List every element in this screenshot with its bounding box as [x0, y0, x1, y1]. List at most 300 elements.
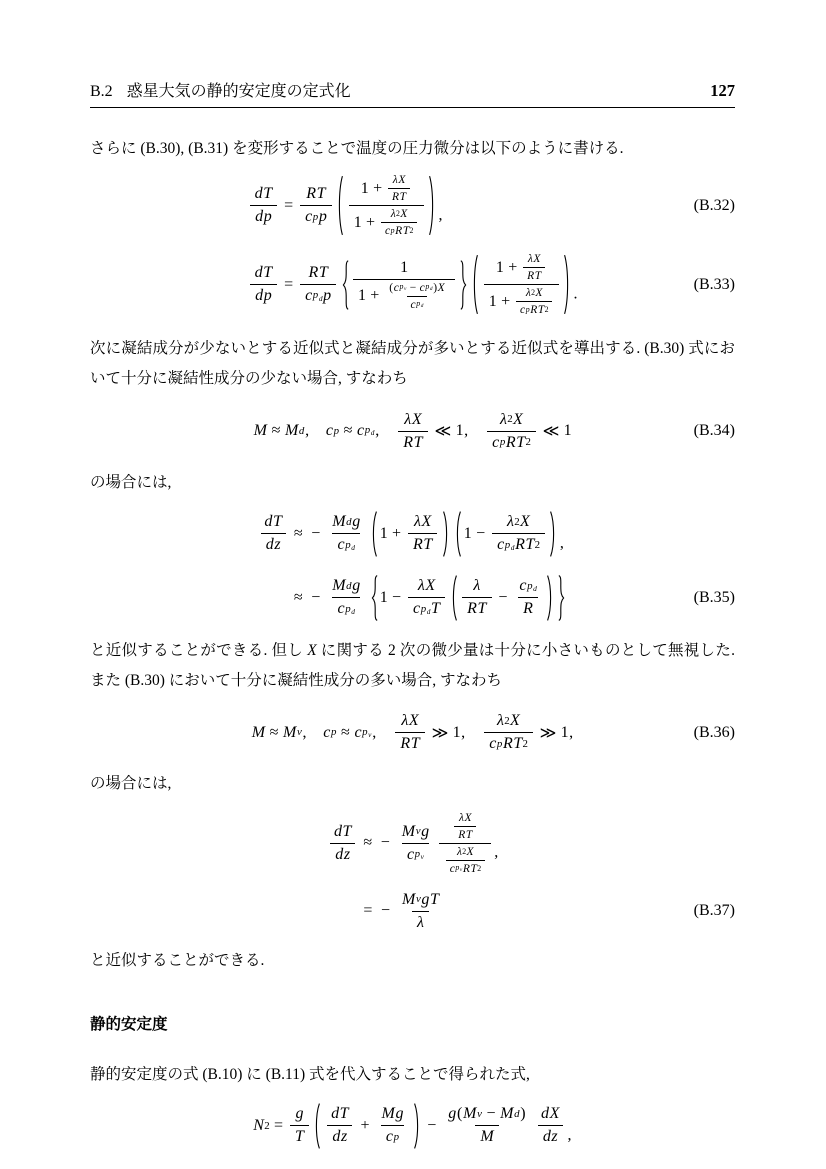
math-run: d X — [541, 1105, 560, 1123]
fraction-denominator — [261, 533, 286, 554]
math-run: λ 2 X — [507, 513, 530, 531]
fraction-numerator — [387, 208, 411, 222]
paren-delimiter — [563, 253, 571, 316]
math-run: M d g — [332, 577, 361, 595]
equation-lhs — [257, 513, 290, 554]
equation-lhs — [326, 823, 359, 864]
fraction-numerator — [389, 174, 409, 188]
brace-delimiter — [370, 574, 378, 622]
fraction-denominator — [327, 1125, 352, 1146]
fraction-numerator — [492, 712, 525, 732]
math-run: M g — [381, 1105, 404, 1123]
fraction-numerator — [455, 812, 475, 826]
math-row — [280, 174, 443, 237]
paren-delimiter — [413, 1102, 421, 1150]
math-run: λ X — [404, 410, 422, 428]
math-run: M — [480, 1128, 494, 1146]
equation-tag-cell — [499, 902, 735, 920]
header-rule — [90, 107, 735, 108]
math-run: R T — [527, 270, 542, 283]
equation-grid — [90, 510, 735, 622]
equation-tag-cell — [578, 197, 735, 215]
fence-content — [344, 174, 428, 237]
math-row — [290, 574, 569, 622]
fraction-numerator — [396, 712, 424, 732]
math-run: d T — [264, 513, 282, 531]
equation-tag: (B.35) — [693, 588, 735, 606]
fence-content — [458, 574, 547, 622]
paren-group — [336, 174, 436, 237]
equation-b35 — [90, 510, 735, 622]
math-run: g ( M v − M d ) — [448, 1105, 526, 1123]
math-run: c $p_v$ R T 2 — [449, 862, 482, 875]
fraction — [516, 287, 552, 316]
equation-b37 — [90, 812, 735, 932]
fraction-numerator — [395, 259, 413, 279]
math-run: , — [567, 1126, 572, 1144]
math-run: c $p_d$ — [410, 298, 424, 311]
fraction — [327, 577, 365, 618]
math-run: R T — [392, 191, 407, 204]
equation-rhs — [359, 812, 499, 875]
equation-tag: (B.32) — [693, 196, 735, 214]
fraction — [487, 411, 536, 452]
math-run: M v g — [401, 822, 430, 840]
math-run: λ 2 X — [497, 712, 520, 730]
fraction — [484, 253, 559, 316]
fraction-denominator — [332, 533, 360, 554]
fraction-denominator — [395, 732, 424, 753]
equation-rhs — [253, 411, 571, 452]
fence-content — [378, 510, 442, 558]
fraction-numerator — [397, 823, 435, 843]
math-run: R T — [306, 185, 326, 203]
fraction-numerator — [250, 264, 278, 284]
math-run: d T — [331, 1105, 349, 1123]
math-run: λ 2 X — [456, 845, 474, 858]
math-row — [358, 282, 450, 311]
paragraph-neglect — [90, 636, 735, 696]
math-run: 1 − — [379, 588, 402, 606]
fraction — [385, 282, 448, 311]
fraction-denominator — [516, 301, 552, 316]
equation-rhs — [290, 574, 569, 622]
paren-delimiter — [546, 574, 554, 622]
fraction-denominator — [407, 296, 427, 311]
math-row — [253, 411, 571, 452]
fraction-numerator — [413, 577, 441, 597]
math-run: ≪ 1 — [542, 422, 572, 441]
equation-grid — [90, 174, 735, 316]
fraction — [353, 259, 455, 311]
paren-delimiter — [313, 1102, 321, 1150]
fraction-denominator — [290, 1125, 309, 1146]
fraction — [462, 577, 491, 618]
equation-b36 — [90, 712, 735, 753]
fraction-denominator — [330, 843, 355, 864]
fraction-denominator — [408, 597, 445, 618]
math-row — [380, 513, 440, 554]
math-run: 1 + — [488, 292, 511, 310]
math-run: ( c $p_v$ − c $p_d$ ) X — [389, 281, 445, 294]
fraction-numerator — [356, 174, 416, 205]
brace-delimiter — [558, 574, 566, 622]
fraction-numerator — [385, 282, 448, 296]
math-run: , — [559, 534, 564, 552]
fraction — [439, 812, 491, 875]
paren-group — [454, 510, 558, 558]
fraction — [376, 1105, 408, 1146]
math-run: R — [523, 600, 533, 618]
fraction-denominator — [349, 205, 424, 237]
fraction — [443, 1105, 531, 1146]
fraction — [484, 712, 533, 753]
math-run: ≈ − — [363, 834, 390, 852]
fraction-denominator — [250, 284, 277, 305]
math-run: c $p_d$ p — [305, 287, 332, 305]
math-run: d z — [332, 1128, 348, 1146]
math-run: λ 2 X — [390, 208, 408, 221]
paragraph-case2: の場合には, — [90, 775, 172, 793]
equation-grid — [90, 1102, 735, 1150]
paragraph-conclusion: と近似することができる. — [90, 951, 265, 969]
fraction — [250, 264, 278, 305]
math-run: T — [294, 1128, 304, 1146]
paren-group — [450, 574, 555, 622]
fraction-denominator — [388, 188, 410, 203]
fraction-denominator — [518, 597, 538, 618]
equation-n-squared — [90, 1102, 735, 1150]
math-run: d z — [265, 536, 281, 554]
fraction-numerator — [522, 287, 546, 301]
fraction-denominator — [408, 533, 437, 554]
fraction-numerator — [443, 1105, 531, 1125]
math-run: 1 + — [495, 258, 518, 276]
math-run: c $p_d$ — [337, 536, 355, 554]
math-run: c p — [385, 1128, 400, 1146]
math-row — [280, 253, 578, 316]
fraction-denominator — [484, 284, 559, 316]
math-run: c $p_d$ R T 2 — [497, 536, 541, 554]
math-row — [323, 1105, 411, 1146]
fraction — [290, 1105, 309, 1146]
math-run: . — [573, 284, 578, 302]
section-heading — [90, 78, 351, 101]
math-run: λ — [473, 577, 481, 595]
fraction-denominator — [439, 843, 491, 875]
fraction — [398, 411, 427, 452]
equation-tag: (B.37) — [693, 902, 735, 920]
math-run: c p R T 2 — [520, 304, 549, 317]
math-row — [380, 574, 557, 622]
math-run: R T — [403, 433, 423, 451]
math-run: c $p_d$ — [337, 600, 355, 618]
equation-tag-cell — [574, 724, 735, 742]
math-row — [460, 577, 545, 618]
fraction — [514, 577, 542, 618]
fraction-denominator — [484, 732, 533, 753]
math-run: M v g T — [402, 890, 439, 908]
math-run: c $p_d$ T — [413, 600, 440, 618]
equation-b32-b33 — [90, 174, 735, 316]
math-run: c p R T 2 — [384, 225, 414, 238]
fence-content — [349, 259, 460, 311]
page-number: 127 — [710, 81, 735, 100]
fraction-numerator — [326, 1105, 354, 1125]
paragraph-static-stability: 静的安定度の式 (B.10) に (B.11) 式を代入することで得られた式, — [90, 1065, 530, 1083]
fraction-denominator — [250, 205, 277, 226]
paren-delimiter — [549, 510, 557, 558]
math-run: − — [427, 1116, 437, 1134]
equation-rhs — [280, 174, 578, 237]
math-run: ≪ 1 , — [434, 422, 469, 441]
fraction-denominator — [332, 597, 360, 618]
fence-content — [479, 253, 563, 316]
math-row — [354, 208, 419, 237]
math-run: c p ≈ c $p_d$ , — [325, 422, 380, 440]
math-run: , — [438, 205, 443, 223]
equation-rhs — [280, 253, 578, 316]
math-run: d p — [255, 287, 272, 305]
math-row — [247, 264, 280, 305]
math-run: λ X — [392, 174, 406, 187]
fraction-numerator — [399, 411, 427, 431]
math-run: M ≈ M d , — [253, 422, 310, 440]
fraction-numerator — [453, 846, 477, 860]
math-run: d z — [335, 845, 351, 863]
math-row — [247, 185, 280, 226]
section-number: B.2 — [90, 83, 113, 100]
equation-rhs — [251, 712, 573, 753]
math-run: R T — [308, 264, 328, 282]
equation-grid — [90, 812, 735, 932]
fraction-numerator — [250, 185, 278, 205]
fraction-numerator — [327, 577, 365, 597]
page-header — [90, 78, 735, 101]
paren-group — [370, 510, 450, 558]
fraction — [408, 577, 445, 618]
math-row — [481, 253, 561, 316]
equation-lhs — [247, 264, 280, 305]
fraction-denominator — [475, 1125, 499, 1146]
math-run: 1 + — [360, 179, 383, 197]
equation-rhs — [359, 891, 499, 932]
fence-content — [321, 1102, 413, 1150]
math-run: 1 − — [463, 524, 486, 542]
paren-delimiter — [471, 253, 479, 316]
math-run: = — [284, 196, 294, 214]
math-run: ≫ 1 , — [431, 723, 466, 742]
math-row — [359, 812, 499, 875]
fraction-denominator — [462, 597, 491, 618]
paragraph-intro: さらに (B.30), (B.31) を変形することで温度の圧力微分は以下のように書ける. — [90, 140, 624, 157]
math-run: 1 + — [379, 524, 402, 542]
fraction — [250, 185, 278, 226]
math-run: c $p_d$ — [519, 577, 537, 595]
fraction — [349, 174, 424, 237]
math-run: λ X — [527, 253, 541, 266]
fraction-numerator — [495, 411, 528, 431]
fraction — [397, 823, 435, 864]
equation-tag-cell — [578, 276, 735, 294]
math-run: = — [284, 275, 294, 293]
fraction — [327, 513, 365, 554]
fence-content — [462, 510, 550, 558]
fraction-numerator — [502, 513, 535, 533]
math-run: , — [494, 843, 499, 861]
fraction — [492, 513, 545, 554]
math-row — [251, 712, 573, 753]
paren-group — [471, 253, 571, 316]
math-run: λ 2 X — [500, 410, 523, 428]
fraction-numerator — [303, 264, 332, 284]
math-row — [326, 823, 359, 864]
fraction-numerator — [329, 823, 357, 843]
paren-delimiter — [428, 174, 436, 237]
fraction-denominator — [412, 911, 429, 932]
math-row — [257, 513, 290, 554]
equation-b34 — [90, 411, 735, 452]
math-run: d p — [255, 208, 272, 226]
math-run: R T — [458, 828, 473, 841]
equation-rhs — [290, 510, 569, 558]
math-run: 1 + — [357, 287, 380, 305]
paren-group — [313, 1102, 421, 1150]
paragraph-neglect-seg1: と近似することができる. 但し — [90, 641, 308, 659]
math-run: λ X — [458, 811, 472, 824]
fraction-numerator — [397, 891, 444, 911]
fraction — [536, 1105, 565, 1146]
brace-group — [341, 259, 468, 311]
equation-tag: (B.34) — [693, 422, 735, 440]
section-title: 惑星大気の静的安定度の定式化 — [126, 83, 351, 100]
fraction — [300, 264, 336, 305]
math-row — [489, 287, 554, 316]
math-var-x: X — [307, 641, 317, 659]
brace-group — [370, 574, 567, 622]
math-run: ≈ − — [293, 588, 321, 606]
fence-content — [378, 574, 559, 622]
fraction-numerator — [327, 513, 365, 533]
paren-delimiter — [370, 510, 378, 558]
equation-rhs — [253, 1102, 572, 1150]
paren-delimiter — [454, 510, 462, 558]
paren-delimiter — [450, 574, 458, 622]
math-run: N 2 = — [253, 1116, 284, 1134]
fraction — [446, 846, 485, 875]
math-run: λ X — [417, 577, 436, 595]
fraction-denominator — [487, 431, 536, 452]
paragraph-approx-intro: 次に凝結成分が少ないとする近似式と凝結成分が多いとする近似式を導出する. (B.30) 式において十分に凝結性成分の少ない場合, すなわち — [90, 340, 735, 388]
fraction-denominator — [523, 267, 545, 282]
math-run: c p R T 2 — [492, 433, 531, 451]
math-run: d z — [542, 1128, 558, 1146]
fraction-numerator — [468, 577, 485, 597]
math-run: λ 2 X — [525, 287, 543, 300]
fraction-numerator — [448, 812, 483, 843]
math-run: d T — [333, 822, 352, 840]
paren-delimiter — [442, 510, 450, 558]
fraction-numerator — [376, 1105, 408, 1125]
fraction — [523, 253, 545, 282]
fraction — [259, 513, 287, 554]
math-run: c p ≈ c $p_v$ , — [323, 723, 377, 741]
fraction — [408, 513, 437, 554]
brace-delimiter — [460, 259, 468, 311]
paragraph-case1: の場合には, — [90, 473, 172, 491]
math-run: R T — [413, 536, 433, 554]
fraction-denominator — [300, 284, 336, 305]
math-row — [359, 891, 446, 932]
math-run: 1 — [400, 258, 409, 276]
fraction-denominator — [398, 431, 427, 452]
math-row — [346, 174, 426, 237]
equation-grid — [90, 712, 735, 753]
math-run: c p R T 2 — [489, 735, 528, 753]
fraction-numerator — [536, 1105, 565, 1125]
fraction-numerator — [259, 513, 287, 533]
subsection-heading-static-stability: 静的安定度 — [90, 1015, 168, 1033]
fraction — [454, 812, 476, 841]
fraction-denominator — [454, 826, 476, 841]
fraction — [329, 823, 357, 864]
math-run: R T — [400, 735, 420, 753]
math-run: λ X — [414, 513, 432, 531]
fraction-denominator — [381, 222, 417, 237]
math-run: ≈ − — [293, 524, 321, 542]
math-row — [361, 174, 412, 203]
equation-lhs — [247, 185, 280, 226]
math-run: c p p — [305, 208, 327, 226]
fraction — [395, 712, 424, 753]
fraction-denominator — [446, 860, 485, 875]
math-run: M ≈ M v , — [251, 723, 307, 741]
fraction-numerator — [491, 253, 551, 284]
fraction-numerator — [524, 253, 544, 267]
math-run: = − — [363, 902, 391, 920]
math-run: d T — [254, 185, 273, 203]
fraction-denominator — [492, 533, 545, 554]
fraction — [300, 185, 332, 226]
fraction-denominator — [381, 1125, 404, 1146]
fraction-numerator — [301, 185, 330, 205]
math-row — [290, 510, 565, 558]
math-run: 1 + — [353, 213, 376, 231]
fraction — [381, 208, 417, 237]
math-row — [351, 259, 458, 311]
math-run: + — [360, 1116, 370, 1134]
fraction-numerator — [409, 513, 437, 533]
equation-tag: (B.33) — [693, 275, 735, 293]
math-run: R T — [467, 600, 487, 618]
fraction-denominator — [353, 279, 455, 311]
fraction-denominator — [300, 205, 332, 226]
equation-grid — [90, 411, 735, 452]
fraction — [326, 1105, 354, 1146]
math-row — [253, 1102, 572, 1150]
math-run: d T — [254, 264, 273, 282]
brace-delimiter — [341, 259, 349, 311]
equation-tag-cell — [568, 589, 735, 607]
fraction — [388, 174, 410, 203]
fraction-denominator — [538, 1125, 563, 1146]
math-row — [496, 253, 547, 282]
math-row — [464, 513, 548, 554]
fraction-denominator — [402, 843, 429, 864]
math-run: − — [498, 588, 508, 606]
paragraph-neglect-seg2: に関する 2 次の微少量は十分に小さいものとして無視した. また (B.30) において十分に凝結性成分の多い場合, すなわち — [90, 641, 735, 690]
math-run: λ — [416, 913, 424, 931]
